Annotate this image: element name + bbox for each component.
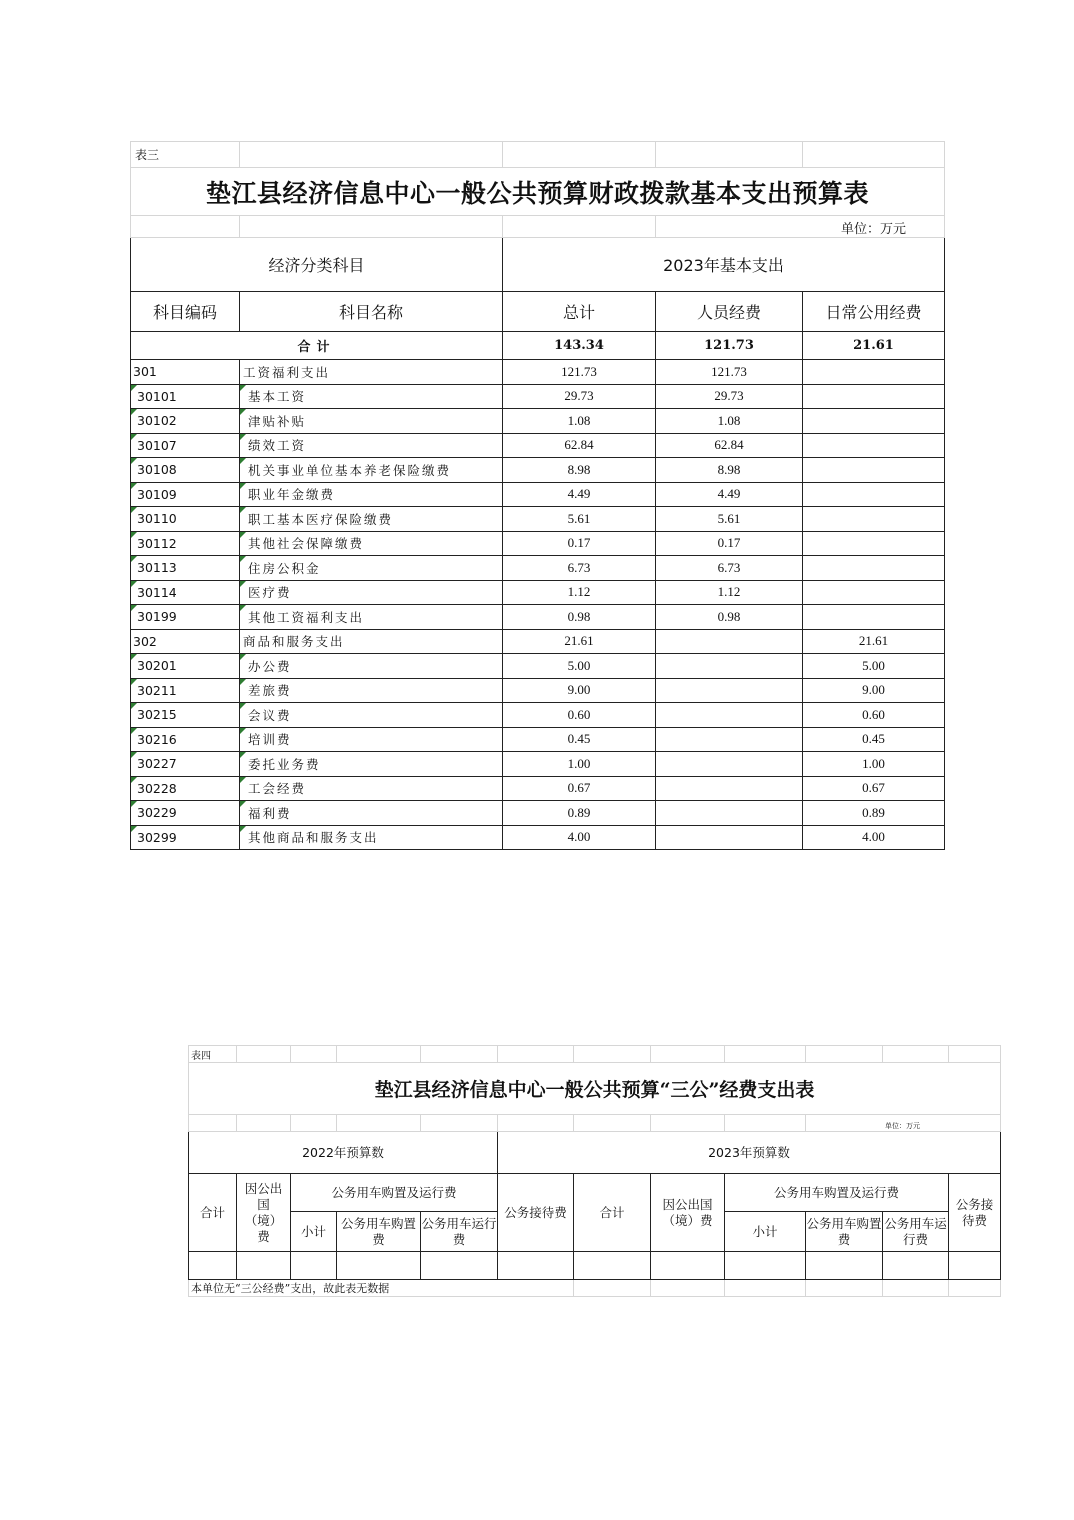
- cell-flag-icon: [240, 679, 246, 685]
- cell-flag-icon: [240, 532, 246, 538]
- row-name-text: 福利费: [248, 805, 292, 821]
- row-personnel-text: 4.49: [717, 486, 741, 502]
- row-name-text: 住房公积金: [248, 560, 321, 576]
- row-personnel-text: 121.73: [711, 363, 747, 379]
- row-public: [803, 507, 945, 532]
- table-label-row: [131, 142, 945, 168]
- row-public: [803, 752, 945, 777]
- row-total-text: 0.98: [567, 608, 591, 624]
- row-total-text: 0.67: [567, 780, 591, 796]
- row-name: [240, 727, 503, 752]
- table-row: [131, 629, 945, 654]
- row-name-text: 工会经费: [248, 781, 307, 797]
- three-public-expenses-table: [188, 1045, 1001, 1297]
- note-row: [189, 1280, 1001, 1297]
- row-personnel: [656, 825, 803, 850]
- row-total: [503, 458, 656, 483]
- table-row: [131, 678, 945, 703]
- row-public-text: 4.00: [862, 829, 885, 845]
- row-public: [803, 409, 945, 434]
- header-2023: 2023年预算数: [498, 1132, 1001, 1174]
- cell-flag-icon: [240, 483, 246, 489]
- row-code: [131, 360, 240, 385]
- table-body: [131, 360, 945, 850]
- cell-flag-icon: [240, 385, 246, 391]
- row-personnel: [656, 629, 803, 654]
- header-vehicle-purchase-2023: 公务用车购置费: [806, 1212, 883, 1252]
- row-name-text: 其他工资福利支出: [248, 609, 365, 625]
- row-public: [803, 556, 945, 581]
- header-public: 日常公用经费: [803, 292, 945, 332]
- header-personnel: 人员经费: [656, 292, 803, 332]
- row-personnel: [656, 727, 803, 752]
- table-row: [131, 703, 945, 728]
- row-total: [503, 507, 656, 532]
- row-total-text: 21.61: [564, 633, 594, 649]
- row-personnel-text: 29.73: [714, 388, 744, 404]
- row-total: [503, 360, 656, 385]
- row-public: [803, 605, 945, 630]
- header-vehicle-running-2023: 公务用车运行费: [883, 1212, 949, 1252]
- row-name-text: 津贴补贴: [248, 413, 307, 429]
- row-total: [503, 433, 656, 458]
- row-name: [240, 433, 503, 458]
- row-total: [503, 629, 656, 654]
- row-code-text: 30229: [137, 805, 177, 821]
- row-total: [503, 409, 656, 434]
- row-name-text: 机关事业单位基本养老保险缴费: [248, 462, 452, 478]
- row-name-text: 职业年金缴费: [248, 487, 336, 503]
- row-total: [503, 776, 656, 801]
- cell-flag-icon: [240, 826, 246, 832]
- row-personnel: [656, 384, 803, 409]
- row-code: [131, 801, 240, 826]
- row-personnel-text: 8.98: [717, 461, 741, 477]
- row-personnel-text: 0.17: [717, 535, 741, 551]
- row-name-text: 办公费: [248, 658, 292, 674]
- row-name: [240, 654, 503, 679]
- row-name: [240, 360, 503, 385]
- row-name: [240, 580, 503, 605]
- row-public: [803, 703, 945, 728]
- group-header-row: [131, 238, 945, 292]
- row-public: [803, 629, 945, 654]
- row-code-text: 30211: [137, 682, 177, 698]
- total-personnel: 121.73: [656, 332, 803, 360]
- row-name-text: 商品和服务支出: [243, 634, 345, 650]
- cell-flag-icon: [131, 409, 137, 415]
- row-total: [503, 727, 656, 752]
- title-row: [131, 168, 945, 216]
- row-public: [803, 825, 945, 850]
- table-row: [131, 801, 945, 826]
- row-code-text: 301: [133, 364, 157, 380]
- header-basic-expenditure: 2023年基本支出: [503, 238, 945, 292]
- row-code-text: 30108: [137, 462, 177, 478]
- row-public-text: 0.60: [862, 706, 885, 722]
- cell-flag-icon: [131, 605, 137, 611]
- row-code: [131, 384, 240, 409]
- year-header-row: [189, 1132, 1001, 1174]
- row-personnel: [656, 703, 803, 728]
- table-title: 垫江县经济信息中心一般公共预算财政拨款基本支出预算表: [131, 168, 945, 216]
- cell-flag-icon: [131, 556, 137, 562]
- row-public: [803, 433, 945, 458]
- row-name: [240, 531, 503, 556]
- row-total-text: 8.98: [567, 461, 591, 477]
- unit-row: [131, 216, 945, 238]
- table-label: 表四: [189, 1046, 237, 1063]
- table-label: 表三: [131, 142, 240, 168]
- cell-flag-icon: [131, 826, 137, 832]
- row-total: [503, 531, 656, 556]
- table-row: [131, 458, 945, 483]
- header-subtotal-2023: 小计: [725, 1212, 806, 1252]
- row-total-text: 62.84: [564, 437, 594, 453]
- row-total-text: 1.00: [567, 755, 591, 771]
- row-total-text: 6.73: [567, 559, 591, 575]
- basic-expenditure-table: [130, 141, 945, 850]
- row-name: [240, 801, 503, 826]
- cell-flag-icon: [131, 801, 137, 807]
- column-header-row: [131, 292, 945, 332]
- row-public: [803, 727, 945, 752]
- table-row: [131, 825, 945, 850]
- cell-flag-icon: [240, 605, 246, 611]
- cell-flag-icon: [240, 801, 246, 807]
- row-personnel-text: 5.61: [717, 510, 741, 526]
- row-name: [240, 384, 503, 409]
- table-note: 本单位无“三公经费”支出，故此表无数据: [189, 1280, 574, 1297]
- row-code-text: 30102: [137, 413, 177, 429]
- cell-flag-icon: [131, 385, 137, 391]
- row-code: [131, 458, 240, 483]
- row-personnel: [656, 409, 803, 434]
- table-title: 垫江县经济信息中心一般公共预算“三公”经费支出表: [189, 1063, 1001, 1115]
- header-econ-category: 经济分类科目: [131, 238, 503, 292]
- row-public-text: 5.00: [862, 657, 885, 673]
- row-personnel: [656, 654, 803, 679]
- row-personnel: [656, 482, 803, 507]
- row-code: [131, 752, 240, 777]
- row-total-text: 5.00: [567, 657, 591, 673]
- row-total: [503, 801, 656, 826]
- row-personnel: [656, 360, 803, 385]
- cell-flag-icon: [240, 581, 246, 587]
- cell-flag-icon: [240, 752, 246, 758]
- table-row: [131, 776, 945, 801]
- row-total-text: 1.12: [567, 584, 591, 600]
- row-code: [131, 409, 240, 434]
- table-row: [131, 433, 945, 458]
- row-name: [240, 825, 503, 850]
- table-row: [131, 409, 945, 434]
- row-code: [131, 654, 240, 679]
- row-public: [803, 360, 945, 385]
- row-name: [240, 703, 503, 728]
- row-name: [240, 629, 503, 654]
- header-abroad-2022: 因公出国（境）费: [237, 1174, 291, 1252]
- table-row: [131, 507, 945, 532]
- row-code-text: 30110: [137, 511, 177, 527]
- table-row: [131, 654, 945, 679]
- table-row: [131, 580, 945, 605]
- row-total: [503, 580, 656, 605]
- row-code: [131, 531, 240, 556]
- row-personnel-text: 0.98: [717, 608, 741, 624]
- row-personnel-text: 1.12: [717, 584, 741, 600]
- row-code-text: 30228: [137, 780, 177, 796]
- row-public-text: 9.00: [862, 682, 885, 698]
- row-personnel: [656, 678, 803, 703]
- table-row: [131, 727, 945, 752]
- row-name: [240, 776, 503, 801]
- table-row: [131, 605, 945, 630]
- row-public-text: 0.67: [862, 780, 885, 796]
- row-public-text: 0.45: [862, 731, 885, 747]
- cell-flag-icon: [240, 728, 246, 734]
- row-total-text: 0.17: [567, 535, 591, 551]
- cell-flag-icon: [240, 654, 246, 660]
- row-total-text: 29.73: [564, 388, 594, 404]
- cell-flag-icon: [240, 409, 246, 415]
- row-personnel: [656, 580, 803, 605]
- row-name: [240, 409, 503, 434]
- row-total-text: 121.73: [561, 363, 597, 379]
- row-total: [503, 384, 656, 409]
- column-header-row-1: [189, 1174, 1001, 1212]
- cell-flag-icon: [131, 728, 137, 734]
- header-name: 科目名称: [240, 292, 503, 332]
- row-total: [503, 678, 656, 703]
- cell-flag-icon: [131, 507, 137, 513]
- row-code: [131, 433, 240, 458]
- row-total-text: 4.00: [567, 829, 591, 845]
- row-code: [131, 727, 240, 752]
- row-total-text: 0.45: [567, 731, 591, 747]
- row-code-text: 302: [133, 633, 157, 649]
- cell-flag-icon: [240, 556, 246, 562]
- row-total-text: 0.60: [567, 706, 591, 722]
- row-code-text: 30299: [137, 829, 177, 845]
- row-name-text: 工资福利支出: [243, 364, 331, 380]
- row-total-text: 9.00: [567, 682, 591, 698]
- row-code-text: 30101: [137, 388, 177, 404]
- header-code: 科目编码: [131, 292, 240, 332]
- row-name: [240, 556, 503, 581]
- row-name: [240, 482, 503, 507]
- row-code: [131, 629, 240, 654]
- row-personnel-text: 1.08: [717, 412, 741, 428]
- row-personnel: [656, 433, 803, 458]
- row-public: [803, 678, 945, 703]
- row-code-text: 30201: [137, 658, 177, 674]
- row-public: [803, 531, 945, 556]
- row-code-text: 30216: [137, 731, 177, 747]
- header-vehicle-purchase-2022: 公务用车购置费: [337, 1212, 421, 1252]
- row-name: [240, 752, 503, 777]
- row-name-text: 差旅费: [248, 683, 292, 699]
- table-row: [131, 752, 945, 777]
- row-total: [503, 752, 656, 777]
- header-abroad-2023: 因公出国（境）费: [651, 1174, 725, 1252]
- header-subtotal-2022: 小计: [291, 1212, 337, 1252]
- cell-flag-icon: [131, 703, 137, 709]
- row-personnel: [656, 556, 803, 581]
- row-public: [803, 654, 945, 679]
- row-public: [803, 801, 945, 826]
- row-name: [240, 507, 503, 532]
- row-code-text: 30114: [137, 584, 177, 600]
- table-row: [131, 531, 945, 556]
- row-name-text: 其他社会保障缴费: [248, 536, 365, 552]
- row-public-text: 0.89: [862, 804, 885, 820]
- row-total: [503, 482, 656, 507]
- row-name-text: 基本工资: [248, 389, 307, 405]
- total-public: 21.61: [803, 332, 945, 360]
- row-total: [503, 654, 656, 679]
- table-label-row: [189, 1046, 1001, 1063]
- row-public: [803, 776, 945, 801]
- unit-row: [189, 1115, 1001, 1132]
- row-code-text: 30215: [137, 707, 177, 723]
- row-total-text: 0.89: [567, 804, 591, 820]
- row-code: [131, 556, 240, 581]
- total-row: [131, 332, 945, 360]
- unit-label: 单位：万元: [656, 216, 945, 238]
- row-code: [131, 507, 240, 532]
- row-code: [131, 776, 240, 801]
- row-personnel: [656, 531, 803, 556]
- row-personnel: [656, 752, 803, 777]
- cell-flag-icon: [131, 434, 137, 440]
- row-public: [803, 580, 945, 605]
- row-name: [240, 678, 503, 703]
- title-row: [189, 1063, 1001, 1115]
- header-total: 总计: [503, 292, 656, 332]
- header-total-2023: 合计: [574, 1174, 651, 1252]
- row-total-text: 5.61: [567, 510, 591, 526]
- cell-flag-icon: [240, 458, 246, 464]
- row-personnel: [656, 605, 803, 630]
- row-code-text: 30227: [137, 756, 177, 772]
- row-name-text: 培训费: [248, 732, 292, 748]
- row-code-text: 30107: [137, 437, 177, 453]
- cell-flag-icon: [240, 703, 246, 709]
- row-public: [803, 482, 945, 507]
- row-code-text: 30199: [137, 609, 177, 625]
- cell-flag-icon: [131, 654, 137, 660]
- row-total: [503, 703, 656, 728]
- header-vehicle-2023: 公务用车购置及运行费: [725, 1174, 949, 1212]
- row-public: [803, 384, 945, 409]
- row-total-text: 4.49: [567, 486, 591, 502]
- empty-data-row: [189, 1252, 1001, 1280]
- row-public-text: 1.00: [862, 755, 885, 771]
- cell-flag-icon: [240, 777, 246, 783]
- cell-flag-icon: [131, 581, 137, 587]
- cell-flag-icon: [131, 483, 137, 489]
- row-total-text: 1.08: [567, 412, 591, 428]
- row-total: [503, 605, 656, 630]
- cell-flag-icon: [131, 752, 137, 758]
- row-name-text: 委托业务费: [248, 756, 321, 772]
- header-vehicle-running-2022: 公务用车运行费: [421, 1212, 498, 1252]
- row-code: [131, 825, 240, 850]
- table-row: [131, 482, 945, 507]
- row-code: [131, 482, 240, 507]
- row-code-text: 30112: [137, 535, 177, 551]
- header-reception-2022: 公务接待费: [498, 1174, 574, 1252]
- cell-flag-icon: [240, 507, 246, 513]
- row-name-text: 医疗费: [248, 585, 292, 601]
- unit-label: 单位：万元: [806, 1115, 1001, 1132]
- cell-flag-icon: [131, 532, 137, 538]
- cell-flag-icon: [131, 458, 137, 464]
- row-name: [240, 605, 503, 630]
- row-code-text: 30109: [137, 486, 177, 502]
- row-personnel: [656, 507, 803, 532]
- row-name-text: 其他商品和服务支出: [248, 830, 379, 846]
- cell-flag-icon: [240, 434, 246, 440]
- row-personnel: [656, 801, 803, 826]
- row-public-text: 21.61: [858, 633, 889, 649]
- table-row: [131, 384, 945, 409]
- cell-flag-icon: [131, 679, 137, 685]
- header-reception-2023: 公务接待费: [949, 1174, 1001, 1252]
- header-vehicle-2022: 公务用车购置及运行费: [291, 1174, 498, 1212]
- row-code: [131, 580, 240, 605]
- cell-flag-icon: [131, 777, 137, 783]
- row-personnel: [656, 776, 803, 801]
- row-personnel: [656, 458, 803, 483]
- row-code: [131, 703, 240, 728]
- row-total: [503, 556, 656, 581]
- row-public: [803, 458, 945, 483]
- row-name-text: 会议费: [248, 707, 292, 723]
- total-value: 143.34: [503, 332, 656, 360]
- header-2022: 2022年预算数: [189, 1132, 498, 1174]
- row-code-text: 30113: [137, 560, 177, 576]
- row-total: [503, 825, 656, 850]
- table-row: [131, 360, 945, 385]
- header-total-2022: 合计: [189, 1174, 237, 1252]
- row-name: [240, 458, 503, 483]
- table-row: [131, 556, 945, 581]
- row-name-text: 绩效工资: [248, 438, 307, 454]
- total-label: 合计: [131, 332, 503, 360]
- row-code: [131, 678, 240, 703]
- row-personnel-text: 62.84: [714, 437, 744, 453]
- row-code: [131, 605, 240, 630]
- row-name-text: 职工基本医疗保险缴费: [248, 511, 394, 527]
- row-personnel-text: 6.73: [717, 559, 741, 575]
